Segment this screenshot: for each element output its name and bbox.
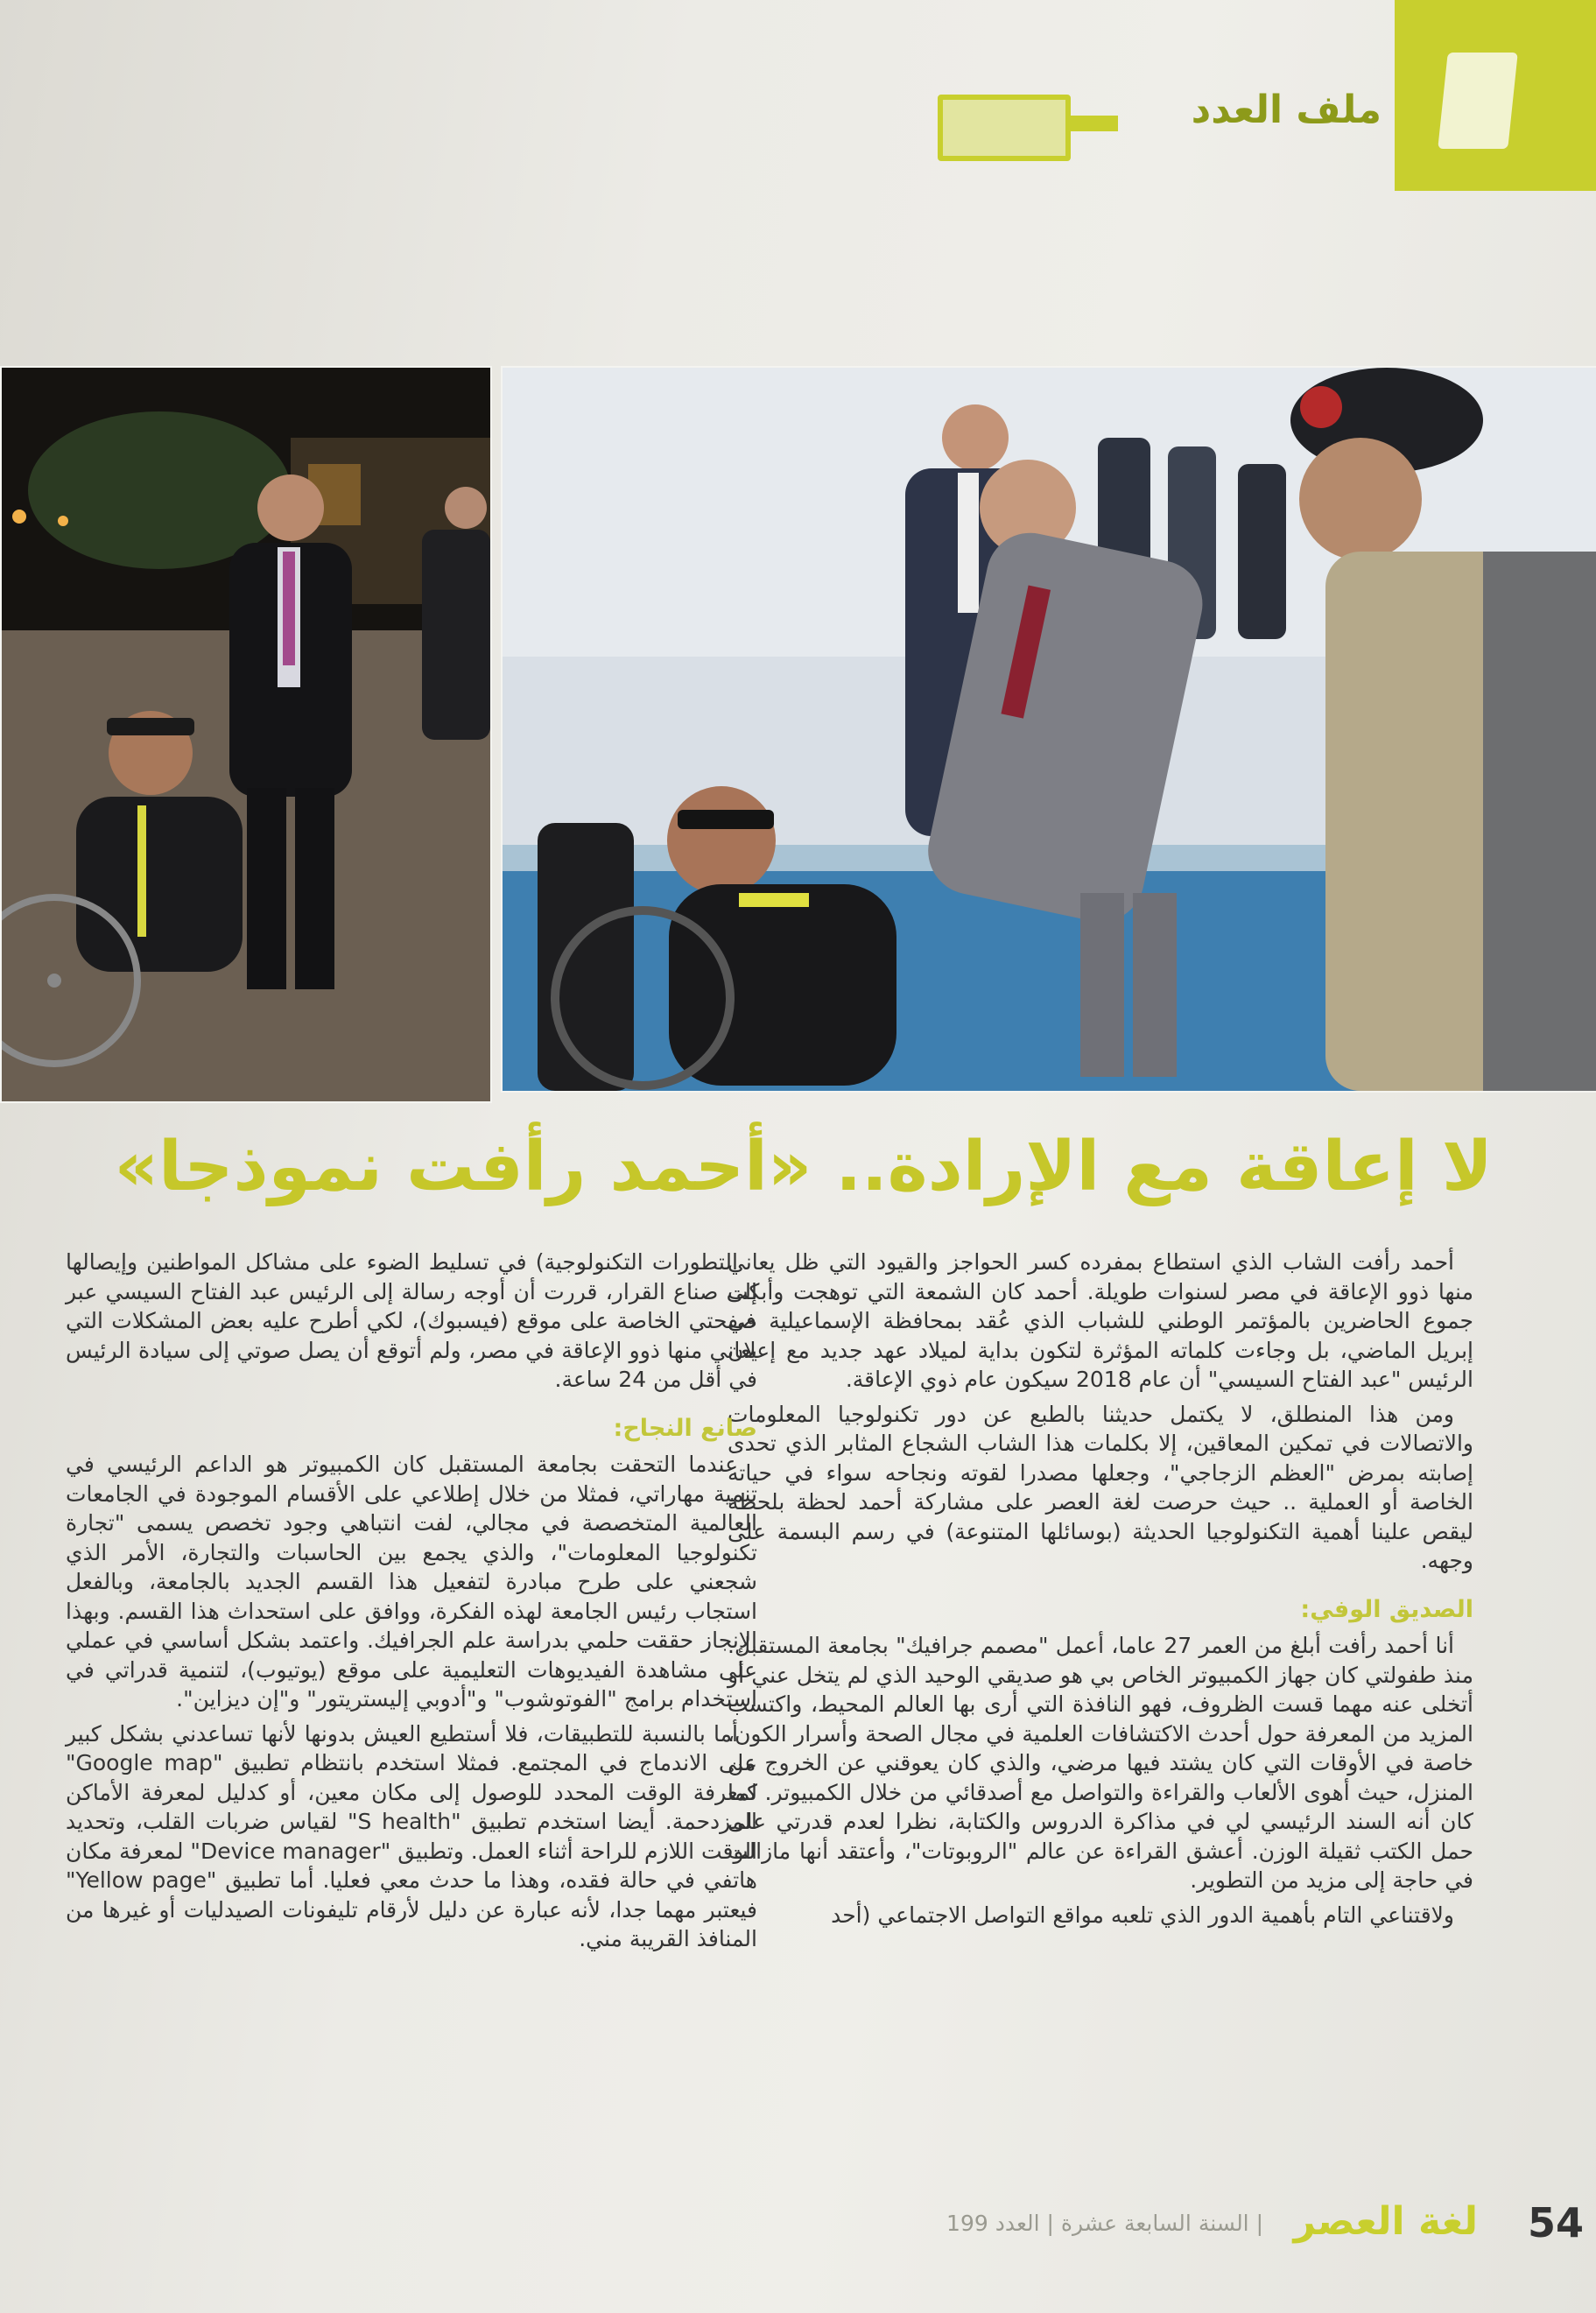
article-subhead: الصديق الوفي: (1300, 1595, 1473, 1623)
article-paragraph: التطورات التكنولوجية) في تسليط الضوء على مشاكل المواطنين وإيصالها إلى صناع القرار، قررت أن أوجه رسالة إلى الرئيس عبد الفتاح السيسي عبر صفحتي الخاصة على موقع (فيسبوك)، لكي أطرح عليه بعض المشكلات التي يعاني منها ذوو الإعاقة في مصر، ولم أتوقع أن يصل صوتي إلى سيادة الرئيس في أقل من 24 ساعة. (66, 1249, 757, 1392)
photo-president-meeting (501, 366, 1596, 1093)
issue-info: | السنة السابعة عشرة | العدد 199 (946, 2211, 1263, 2236)
article-paragraph: عندما التحقت بجامعة المستقبل كان الكمبيوتر هو الداعم الرئيسي في تنمية مهاراتي، فمثلا من خلال إطلاعي على الأقسام الموجودة في الجامعات العالمية المتخصصة في مجالي، لفت انتباهي وجود تخصص يسمى "تجارة تكنولوجيا المعلومات"، والذي يجمع بين الحاسبات والتجارة، الأمر الذي شجعني على طرح مبادرة لتفعيل هذا القسم الجديد بالجامعة، وبالفعل استجاب رئيس الجامعة لهذه الفكرة، ووافق على استحداث هذا القسم. وبهذا الإنجاز حققت حلمي بدراسة علم الجرافيك. واعتمد بشكل أساسي في عملي على مشاهدة الفيديوهات التعليمية على موقع (يوتيوب)، لتنمية قدراتي في استخدام برامج "الفوتوشوب" و"أدوبي إليستريتور" و"إن ديزاين". (66, 1452, 757, 1712)
article-paragraph: ومن هذا المنطلق، لا يكتمل حديثنا بالطبع عن دور تكنولوجيا المعلومات والاتصالات في تمكين المعاقين، إلا بكلمات هذا الشاب الشجاع المثابر الذي تحدى إصابته بمرض "العظم الزجاجي"، وجعلها مصدرا لقوته ونجاحه سواء في حياته الخاصة أو العملية .. حيث حرصت لغة العصر على مشاركة أحمد لحظة بلحظة ليقص علينا أهمية التكنولوجيا الحديثة (بوسائلها المتنوعة) في رسم البسمة على وجهه. (728, 1401, 1473, 1573)
article-subhead: صانع النجاح: (613, 1414, 757, 1442)
article-paragraph: أما بالنسبة للتطبيقات، فلا أستطيع العيش بدونها لأنها تساعدني بشكل كبير على الاندماج في المجتمع. فمثلا استخدم بانتظام تطبيق "Google map" لمعرفة الوقت المحدد للوصول إلى مكان معين، أو كدليل لمعرفة الأماكن المزدحمة. أيضا استخدم تطبيق "S health" لقياس ضربات القلب، وتحديد الوقت اللازم للراحة أثناء العمل. وتطبيق "Device manager" لمعرفة مكان هاتفي في حالة فقده، وهذا ما حدث معي فعليا. أما تطبيق "Yellow page" فيعتبر مهما جدا، لأنه عبارة عن دليل لأرقام تليفونات الصيدليات أو غيرها من المنافذ القريبة مني. (66, 1720, 757, 1951)
article-paragraph: أنا أحمد رأفت أبلغ من العمر 27 عاما، أعمل "مصمم جرافيك" بجامعة المستقبل. منذ طفولتي كان جهاز الكمبيوتر الخاص بي هو صديقي الوحيد الذي لم يتخل عني أو أتخلى عنه مهما قست الظروف، فهو النافذة التي أرى بها العالم المحيط، واكتسب المزيد من المعرفة حول أحدث الاكتشافات العلمية في مجال الصحة وأسرار الكون، خاصة في الأوقات التي كان يشتد فيها مرضي، والذي كان يعوقني عن الخروج من المنزل، حيث أهوى الألعاب والقراءة والتواصل مع أصدقائي من خلال الكمبيوتر. كما كان أنه السند الرئيسي لي في مذاكرة الدروس والكتابة، نظرا لعدم قدرتي على حمل الكتب ثقيلة الوزن. أعشق القراءة عن عالم "الروبوتات"، وأعتقد أنها مازالت في حاجة إلى مزيد من التطوير. (728, 1633, 1473, 1893)
section-frame-icon (938, 95, 1071, 161)
page-number: 54 (1528, 2199, 1585, 2246)
photo-ceremony-night (0, 366, 492, 1103)
photo-right-illustration (503, 368, 1596, 1091)
section-emblem-icon (1438, 53, 1518, 149)
section-label: ملف العدد (1191, 88, 1382, 132)
article-paragraph: ولاقتناعي التام بأهمية الدور الذي تلعبه مواقع التواصل الاجتماعي (أحد (831, 1902, 1454, 1928)
article-column-right (728, 1248, 1473, 1935)
article-column-left (66, 1248, 757, 1959)
photo-left-illustration (2, 368, 490, 1101)
magazine-logo: لغة العصر (1293, 2199, 1478, 2244)
article-headline: لا إعاقة مع الإرادة.. «أحمد رأفت نموذجا» (114, 1128, 1493, 1206)
article-paragraph: أحمد رأفت الشاب الذي استطاع بمفرده كسر الحواجز والقيود التي ظل يعاني منها ذوو الإعاقة في مصر لسنوات طويلة. أحمد كان الشمعة التي توهجت وأبكت جموع الحاضرين بالمؤتمر الوطني للشباب الذي عُقد بمحافظة الإسماعيلية في إبريل الماضي، بل وجاءت كلماته المؤثرة لتكون بداية لميلاد عهد جديد مع إعلان الرئيس "عبد الفتاح السيسي" أن عام 2018 سيكون عام ذوي الإعاقة. (728, 1249, 1473, 1392)
